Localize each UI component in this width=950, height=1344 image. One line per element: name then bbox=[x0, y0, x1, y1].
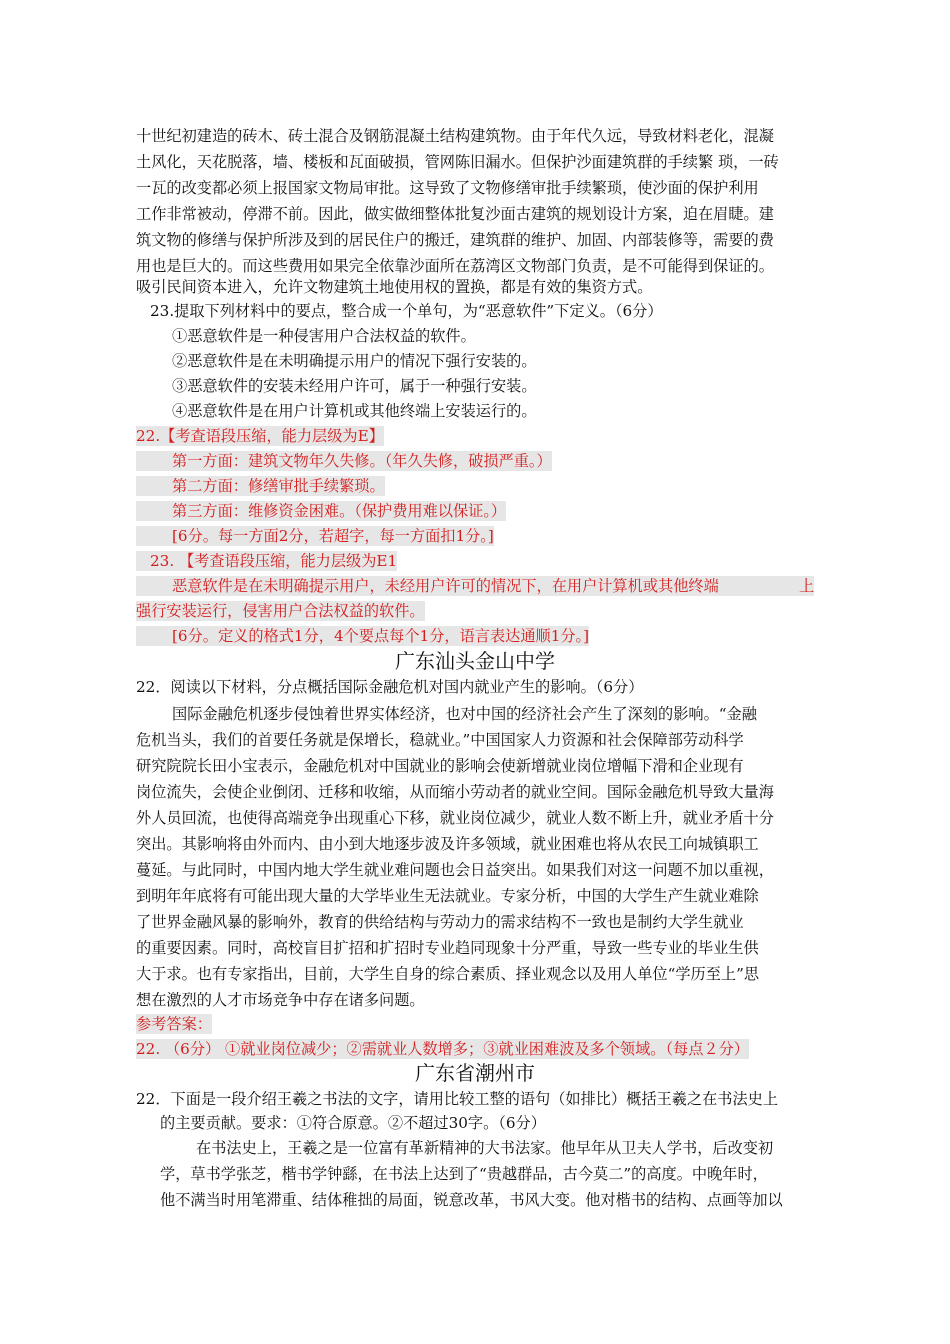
passage-line: 外人员回流，也使得高端竞争出现重心下移，就业岗位减少，就业人数不断上升，就业矛盾十分 bbox=[136, 809, 774, 827]
material-line: 吸引民间资本进入，允许文物建筑土地使用权的置换，都是有效的集资方式。 bbox=[136, 278, 653, 296]
question-23-point: ①恶意软件是一种侵害用户合法权益的软件。 bbox=[172, 327, 476, 345]
answer-23-text: 强行安装运行，侵害用户合法权益的软件。 bbox=[136, 602, 425, 620]
answer-23-scoring: [6分。定义的格式1分，4个要点每个1分，语言表达通顺1分。] bbox=[136, 626, 589, 646]
passage-line: 蔓延。与此同时，中国内地大学生就业难问题也会日益突出。如果我们对这一问题不加以重视， bbox=[136, 861, 774, 879]
section-title: 广东省潮州市 bbox=[415, 1061, 535, 1085]
material-line: 工作非常被动，停滞不前。因此，做实做细整体批复沙面古建筑的规划设计方案，迫在眉睫。建 bbox=[136, 205, 774, 223]
material-line: 十世纪初建造的砖木、砖土混合及钢筋混凝土结构建筑物。由于年代久远，导致材料老化，混凝 bbox=[136, 127, 774, 145]
answer-22-scoring: [6分。每一方面2分，若超字，每一方面扣1分。] bbox=[136, 526, 494, 546]
answer-23-text: 恶意软件是在未明确提示用户，未经用户许可的情况下，在用户计算机或其他终端 bbox=[136, 576, 813, 596]
passage-line: 岗位流失，会使企业倒闭、迁移和收缩，从而缩小劳动者的就业空间。国际金融危机导致大量海 bbox=[136, 783, 774, 801]
question-23-stem: 23.提取下列材料中的要点，整合成一个单句，为“恶意软件”下定义。（6分） bbox=[150, 302, 663, 320]
passage-line: 大于求。也有专家指出，目前，大学生自身的综合素质、择业观念以及用人单位“学历至上”思 bbox=[136, 965, 760, 983]
material-line: 一瓦的改变都必须上报国家文物局审批。这导致了文物修缮审批手续繁琐，使沙面的保护利用 bbox=[136, 179, 759, 197]
passage-line: 突出。其影响将由外而内、由小到大地逐步波及许多领域，就业困难也将从农民工向城镇职工 bbox=[136, 835, 759, 853]
answer-22-point: 第一方面：建筑文物年久失修。（年久失修，破损严重。） bbox=[136, 451, 552, 471]
material-line: 土风化，天花脱落，墙、楼板和瓦面破损，管网陈旧漏水。但保护沙面建筑群的手续繁 琐，一砖 bbox=[136, 153, 779, 171]
answer-23-text-end: 上 bbox=[799, 577, 815, 595]
answer-23-heading: 23. 【考查语段压缩，能力层级为E1 bbox=[136, 551, 397, 571]
passage-line: 了世界金融风暴的影响外，教育的供给结构与劳动力的需求结构不一致也是制约大学生就业 bbox=[136, 913, 744, 931]
answer-text: 22. （6分） ①就业岗位减少；②需就业人数增多；③就业困难波及多个领域。（每点２分） bbox=[136, 1040, 749, 1058]
passage-line: 想在激烈的人才市场竞争中存在诸多问题。 bbox=[136, 991, 425, 1009]
material-line: 筑文物的修缮与保护所涉及到的居民住户的搬迁，建筑群的维护、加固、内部装修等，需要的费 bbox=[136, 231, 774, 249]
passage-line: 在书法史上，王羲之是一位富有革新精神的大书法家。他早年从卫夫人学书，后改变初 bbox=[196, 1139, 774, 1157]
passage-line: 的重要因素。同时，高校盲目扩招和扩招时专业趋同现象十分严重，导致一些专业的毕业生供 bbox=[136, 939, 759, 957]
passage-line: 学，草书学张芝，楷书学钟繇，在书法上达到了“贵越群品，古今莫二”的高度。中晚年时， bbox=[160, 1165, 768, 1183]
answer-22-point: 第二方面：修缮审批手续繁琐。 bbox=[136, 476, 385, 496]
passage-line: 他不满当时用笔滞重、结体稚拙的局面，锐意改革，书风大变。他对楷书的结构、点画等加以 bbox=[160, 1191, 783, 1209]
question-23-point: ②恶意软件是在未明确提示用户的情况下强行安装的。 bbox=[172, 352, 537, 370]
question-23-point: ③恶意软件的安装未经用户许可，属于一种强行安装。 bbox=[172, 377, 537, 395]
answer-label: 参考答案： bbox=[136, 1015, 212, 1033]
passage-line: 到明年年底将有可能出现大量的大学毕业生无法就业。专家分析，中国的大学生产生就业难除 bbox=[136, 887, 759, 905]
question-22-stem: 的主要贡献。要求：①符合原意。②不超过30字。（6分） bbox=[160, 1114, 546, 1132]
question-23-point: ④恶意软件是在用户计算机或其他终端上安装运行的。 bbox=[172, 402, 537, 420]
answer-22-point: 第三方面：维修资金困难。（保护费用难以保证。） bbox=[136, 501, 506, 521]
passage-line: 危机当头，我们的首要任务就是保增长，稳就业。”中国国家人力资源和社会保障部劳动科学 bbox=[136, 731, 744, 749]
passage-line: 研究院院长田小宝表示，金融危机对中国就业的影响会使新增就业岗位增幅下滑和企业现有 bbox=[136, 757, 744, 775]
question-22-stem: 22．阅读以下材料，分点概括国际金融危机对国内就业产生的影响。（6分） bbox=[136, 678, 644, 696]
passage-line: 国际金融危机逐步侵蚀着世界实体经济，也对中国的经济社会产生了深刻的影响。“金融 bbox=[172, 705, 757, 723]
section-title: 广东汕头金山中学 bbox=[395, 649, 555, 673]
answer-22-heading: 22.【考查语段压缩，能力层级为E】 bbox=[136, 427, 384, 445]
question-22-stem: 22．下面是一段介绍王羲之书法的文字，请用比较工整的语句（如排比）概括王羲之在书法史上 bbox=[136, 1090, 779, 1108]
material-line: 用也是巨大的。而这些费用如果完全依靠沙面所在荔湾区文物部门负责，是不可能得到保证的。 bbox=[136, 257, 774, 275]
